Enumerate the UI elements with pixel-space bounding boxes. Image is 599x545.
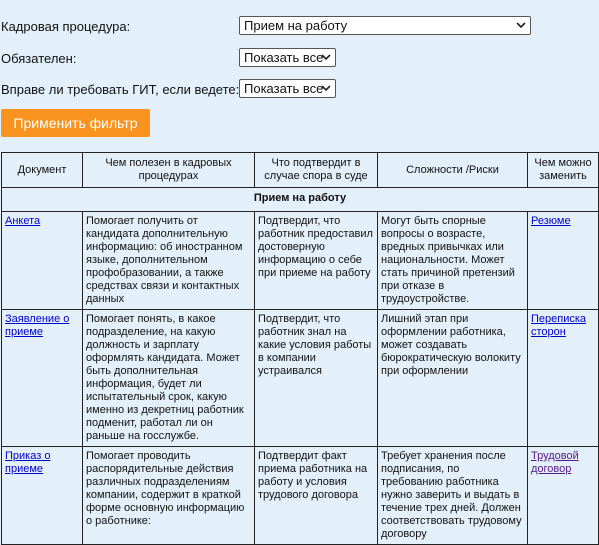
risks-cell: Требует хранения после подписания, по требованию работника нужно заверить и выдать в течение трех дней. Должен соответствовать трудовому договору	[378, 447, 528, 545]
section-row	[2, 188, 599, 212]
git-select[interactable]	[239, 79, 336, 98]
filter-git-label: Вправе ли требовать ГИТ, если ведете:	[1, 82, 240, 97]
document-link[interactable]: Анкета	[5, 215, 41, 227]
court-proof-cell: Подтвердит, что работник предоставил достоверную информацию о себе при приеме на работу	[255, 212, 378, 310]
git-select-value: Показать все	[244, 81, 324, 96]
usefulness-cell: Помогает понять, в какое подразделение, на какую должность и зарплату оформлять кандидата. Может быть дополнительная информация, будет ли испытательный срок, какую именно из декретниц работник подменит, работал ли он раньше на госслужбе.	[83, 310, 255, 447]
apply-filter-button[interactable]: Применить фильтр	[1, 109, 150, 137]
usefulness-cell: Помогает получить от кандидата дополнительную информацию: об иностранном языке, дополнительном профобразовании, а также средствах связи и контактных данных	[83, 212, 255, 310]
replacement-link[interactable]: Резюме	[531, 215, 571, 227]
document-cell	[2, 212, 83, 310]
section-title: Прием на работу	[2, 188, 599, 212]
replacement-cell	[528, 447, 599, 545]
column-header-document: Документ	[2, 153, 83, 188]
replacement-cell	[528, 310, 599, 447]
replacement-link[interactable]: Переписка сторон	[531, 313, 587, 338]
procedure-select-value: Прием на работу	[244, 18, 348, 33]
filter-required-row	[0, 48, 599, 70]
chevron-down-icon	[321, 85, 331, 92]
filter-required-label: Обязателен:	[1, 51, 77, 66]
required-select-value: Показать все	[244, 50, 324, 65]
column-header-risks: Сложности /Риски	[378, 153, 528, 188]
column-header-court-proof: Что подтвердит в случае спора в суде	[255, 153, 378, 188]
chevron-down-icon	[321, 54, 331, 61]
risks-cell: Могут быть спорные вопросы о возрасте, вредных привычках или национальности. Может стать причиной претензий при отказе в трудоустройстве.	[378, 212, 528, 310]
filter-git-row	[0, 79, 599, 101]
document-link[interactable]: Заявление о приеме	[5, 313, 70, 338]
replacement-cell	[528, 212, 599, 310]
table-row	[2, 447, 599, 545]
court-proof-cell: Подтвердит, что работник знал на какие условия работы в компании устраивался	[255, 310, 378, 447]
table-row	[2, 212, 599, 310]
procedure-select[interactable]	[239, 16, 531, 35]
chevron-down-icon	[516, 22, 526, 29]
court-proof-cell: Подтвердит факт приема работника на работу и условия трудового договора	[255, 447, 378, 545]
table-header-row	[2, 153, 599, 188]
column-header-replacement: Чем можно заменить	[528, 153, 599, 188]
required-select[interactable]	[239, 48, 336, 67]
document-link[interactable]: Приказ о приеме	[5, 450, 51, 475]
documents-table	[1, 152, 599, 545]
filter-procedure-label: Кадровая процедура:	[1, 19, 131, 34]
document-cell	[2, 310, 83, 447]
document-cell	[2, 447, 83, 545]
replacement-link[interactable]: Трудовой договор	[531, 450, 579, 475]
table-row	[2, 310, 599, 447]
column-header-usefulness: Чем полезен в кадровых процедурах	[83, 153, 255, 188]
filter-procedure-row	[0, 16, 599, 38]
usefulness-cell: Помогает проводить распорядительные действия различных подразделениям компании, содержит в краткой форме основную информацию о работнике:	[83, 447, 255, 545]
risks-cell: Лишний этап при оформлении работника, может создавать бюрократическую волокиту при оформлении	[378, 310, 528, 447]
